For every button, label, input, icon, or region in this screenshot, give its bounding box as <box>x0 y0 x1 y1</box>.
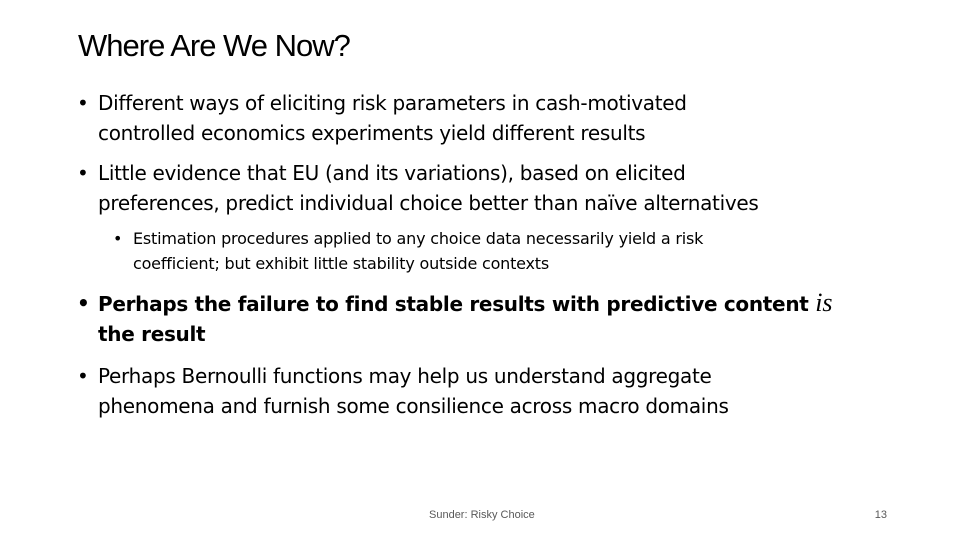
bullet-text-line: Little evidence that EU (and its variations), based on elicited <box>98 161 686 185</box>
emphasis-word: is <box>815 288 833 317</box>
bullet-item <box>77 288 938 349</box>
bullet-marker: • <box>77 364 89 388</box>
bullet-text-line: Estimation procedures applied to any choice data necessarily yield a risk <box>133 229 704 248</box>
bullet-text-line: Different ways of eliciting risk parameters in cash-motivated <box>98 91 687 115</box>
bullet-text-line: the result <box>98 322 206 346</box>
bullet-marker: • <box>77 161 89 185</box>
bullet-text-line: coefficient; but exhibit little stability outside contexts <box>133 254 550 273</box>
footer-text: Sunder: Risky Choice <box>429 509 535 521</box>
bullet-item <box>77 88 938 148</box>
bullet-text-line: phenomena and furnish some consilience across macro domains <box>98 394 729 418</box>
bullet-text-line: controlled economics experiments yield different results <box>98 121 646 145</box>
bullet-text-line: preferences, predict individual choice better than naïve alternatives <box>98 191 759 215</box>
bullet-item <box>77 158 938 218</box>
bullet-marker: • <box>77 291 90 315</box>
bullet-text-line: Perhaps the failure to find stable results with predictive content <box>98 292 816 316</box>
bullet-marker: • <box>113 229 123 248</box>
bullet-marker: • <box>77 91 89 115</box>
bullet-item <box>77 361 938 421</box>
slide-title: Where Are We Now? <box>78 28 350 63</box>
page-number: 13 <box>874 509 887 521</box>
bullet-text-line: Perhaps Bernoulli functions may help us understand aggregate <box>98 364 712 388</box>
sub-bullet-item <box>113 226 933 276</box>
